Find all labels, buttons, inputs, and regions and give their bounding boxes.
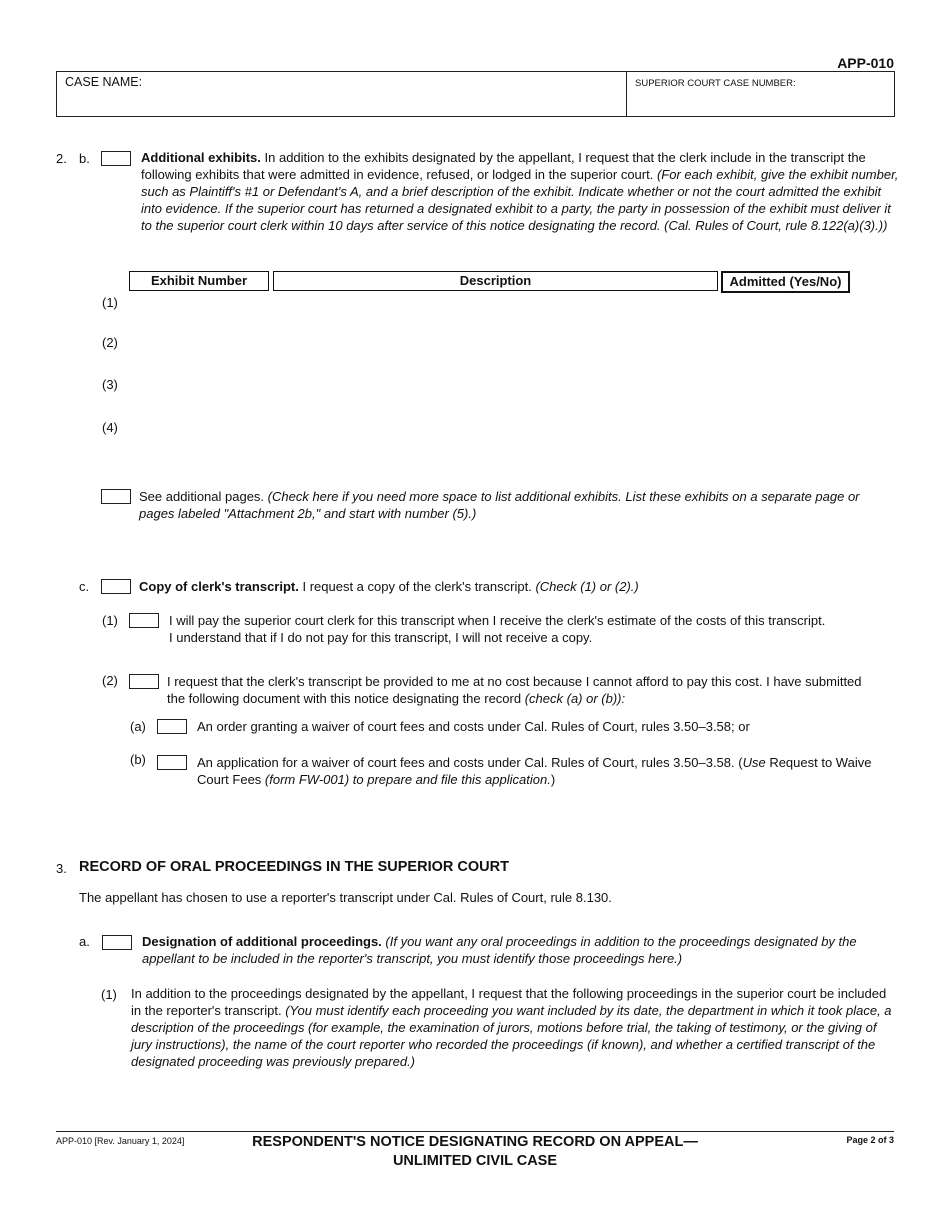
- case-number-field[interactable]: [627, 72, 893, 115]
- additional-proceedings-text: [142, 933, 892, 967]
- exhibit-row-number: (1): [102, 295, 118, 310]
- fee-waiver-form-title: Request to Waive Court Fees: [197, 755, 872, 787]
- footer-rule: [56, 1131, 894, 1132]
- proceedings-item-text: [131, 985, 896, 1070]
- no-cost-note: (check (a) or (b)):: [524, 691, 626, 706]
- section-3a-letter: a.: [79, 934, 90, 949]
- no-cost-desc: I request that the clerk's transcript be provided to me at no cost because I cannot afford to pay this cost. I have submitted the following document with this notice designating the record: [167, 674, 862, 706]
- footer-rev: APP-010 [Rev. January 1, 2024]: [56, 1136, 185, 1146]
- fee-waiver-app-use: Use: [742, 755, 766, 770]
- option-2-number: (2): [102, 673, 118, 688]
- exhibit-row[interactable]: [100, 294, 860, 318]
- exhibit-row[interactable]: [100, 334, 860, 358]
- description-header: Description: [273, 271, 718, 291]
- option-b-label: (b): [130, 752, 146, 767]
- additional-proceedings-note: (If you want any oral proceedings in addition to the proceedings designated by the appellant to be included in the reporter's transcript, you must identify those proceedings here.): [142, 934, 857, 966]
- footer-page: Page 2 of 3: [846, 1135, 894, 1145]
- no-cost-checkbox[interactable]: [129, 674, 159, 689]
- case-name-label: CASE NAME:: [65, 75, 143, 89]
- fee-waiver-app-close: ): [550, 772, 556, 787]
- fee-waiver-app-note: (form FW-001) to prepare and file this application.: [264, 772, 551, 787]
- copy-clerks-transcript-note: (Check (1) or (2).): [535, 579, 639, 594]
- option-1-number: (1): [102, 613, 118, 628]
- footer-title-line1: RESPONDENT'S NOTICE DESIGNATING RECORD ON APPEAL—: [252, 1134, 698, 1150]
- proceedings-item-number: (1): [101, 987, 117, 1002]
- section-3-intro: The appellant has chosen to use a reporter's transcript under Cal. Rules of Court, rule 8.130.: [79, 890, 612, 905]
- copy-clerks-transcript-checkbox[interactable]: [101, 579, 131, 594]
- section-3-number: 3.: [56, 861, 67, 876]
- exhibit-number-header: Exhibit Number: [129, 271, 269, 291]
- fee-waiver-order-text: An order granting a waiver of court fees and costs under Cal. Rules of Court, rules 3.50–3.58; or: [197, 719, 750, 734]
- additional-exhibits-instructions: (For each exhibit, give the exhibit number, such as Plaintiff's #1 or Defendant's A, and a brief description of the exhibit. Indicate whether or not the court admitted the exhibit into evidence. If the superior court has returned a designated exhibit to a party, the party in possession of the exhibit must deliver it to the superior court clerk within 10 days after service of this notice designating the record. (Cal. Rules of Court, rule 8.122(a)(3).)): [141, 167, 899, 233]
- see-additional-pages-text: [139, 488, 879, 522]
- proceedings-item-note: (You must identify each proceeding you want included by its date, the department in which it took place, a description of the proceedings (for example, the examination of jurors, motions before trial, the taking of testimony, or the giving of jury instructions), the name of the court reporter who recorded the proceedings (if known), and whether a certified transcript of the designated proceeding was previously prepared.): [131, 1003, 892, 1069]
- see-additional-note: (Check here if you need more space to list additional exhibits. List these exhibits on a separate page or pages labeled "Attachment 2b," and start with number (5).): [139, 489, 860, 521]
- fee-waiver-order-checkbox[interactable]: [157, 719, 187, 734]
- case-number-label: SUPERIOR COURT CASE NUMBER:: [635, 78, 796, 89]
- section-3-title: RECORD OF ORAL PROCEEDINGS IN THE SUPERIOR COURT: [79, 859, 509, 875]
- exhibit-row-number: (3): [102, 377, 118, 392]
- fee-waiver-application-checkbox[interactable]: [157, 755, 187, 770]
- proceedings-item-desc: In addition to the proceedings designated by the appellant, I request that the following proceedings in the superior court be included in the reporter's transcript.: [131, 986, 887, 1018]
- form-id: APP-010: [837, 55, 894, 71]
- see-additional-label: See additional pages.: [139, 489, 268, 504]
- section-2b-letter: b.: [79, 151, 90, 166]
- additional-exhibits-title: Additional exhibits.: [141, 150, 261, 165]
- fee-waiver-app-desc: An application for a waiver of court fees and costs under Cal. Rules of Court, rules 3.50–3.58. (: [197, 755, 743, 770]
- exhibit-row-number: (4): [102, 420, 118, 435]
- no-cost-text: [167, 673, 867, 707]
- additional-exhibits-paragraph: [141, 149, 901, 234]
- copy-clerks-transcript-title: Copy of clerk's transcript.: [139, 579, 299, 594]
- fee-waiver-application-text: [197, 754, 887, 788]
- pay-clerk-checkbox[interactable]: [129, 613, 159, 628]
- additional-proceedings-checkbox[interactable]: [102, 935, 132, 950]
- exhibit-row[interactable]: [100, 376, 860, 400]
- additional-exhibits-intro: In addition to the exhibits designated by the appellant, I request that the clerk include in the transcript the following exhibits that were admitted in evidence, refused, or lodged in the superior court.: [141, 150, 866, 182]
- additional-proceedings-title: Designation of additional proceedings.: [142, 934, 382, 949]
- section-2-number: 2.: [56, 151, 67, 166]
- pay-clerk-line1: I will pay the superior court clerk for this transcript when I receive the clerk's estimate of the costs of this transcript.: [169, 613, 826, 628]
- case-name-field[interactable]: [57, 72, 625, 115]
- option-a-label: (a): [130, 719, 146, 734]
- copy-clerks-transcript-text: [139, 578, 879, 595]
- copy-clerks-transcript-desc: I request a copy of the clerk's transcript.: [298, 579, 536, 594]
- section-2c-letter: c.: [79, 579, 90, 594]
- exhibit-row-number: (2): [102, 335, 118, 350]
- additional-exhibits-checkbox[interactable]: [101, 151, 131, 166]
- footer-title-line2: UNLIMITED CIVIL CASE: [392, 1153, 558, 1169]
- see-additional-pages-checkbox[interactable]: [101, 489, 131, 504]
- pay-clerk-line2: I understand that if I do not pay for this transcript, I will not receive a copy.: [169, 630, 593, 645]
- exhibit-row[interactable]: [100, 419, 860, 443]
- admitted-header: Admitted (Yes/No): [721, 271, 850, 293]
